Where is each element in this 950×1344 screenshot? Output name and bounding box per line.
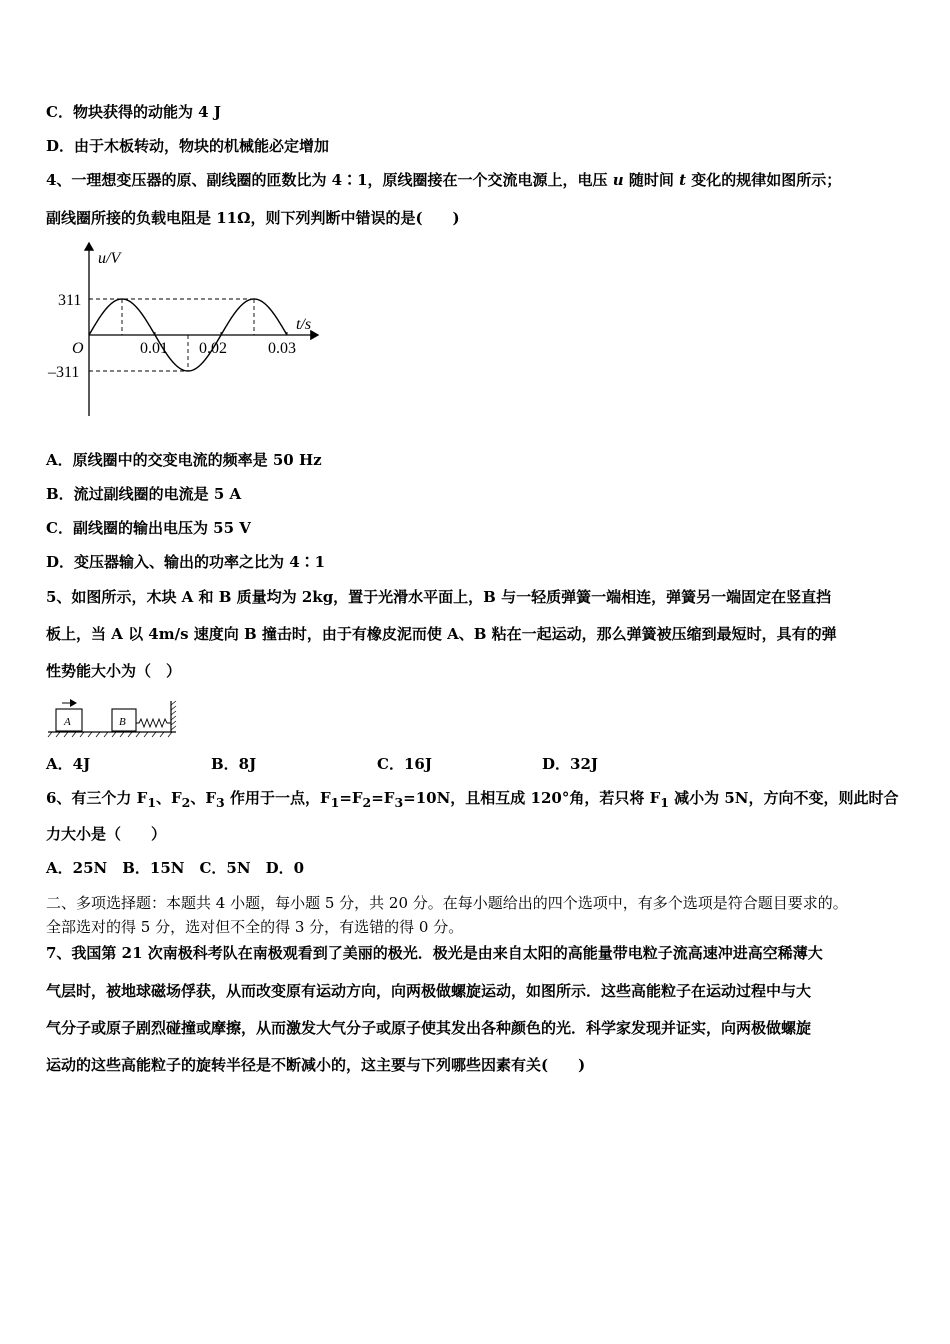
- y-neg-tick-label: –311: [48, 364, 80, 381]
- q5-option-b: B．8J: [211, 755, 257, 773]
- q5-option-d: D．32J: [542, 755, 598, 773]
- q7-stem-line2: 气层时，被地球磁场俘获，从而改变原有运动方向，向两极做螺旋运动，如图所示．这些高能粒子在运动过程中与大: [46, 982, 812, 1000]
- wall-hatching: [171, 701, 176, 730]
- q5-stem-line2: 板上，当 A 以 4m/s 速度向 B 撞击时，由于有橡皮泥而使 A、B 粘在一起运动，那么弹簧被压缩到最短时，具有的弹: [46, 625, 837, 643]
- q6-stem-line1: 6、有三个力 $F_1$、$F_2$、$F_3$ 作用于一点，$F_1=F_2=F_3=10N$，且相互成 120°角，若只将 $F_1$ 减小为 5N，方向不变，则此时合: [46, 789, 899, 810]
- floor-hatching: [48, 732, 172, 737]
- x-tick-label-3: 0.03: [268, 340, 296, 357]
- q5-stem-line1: 5、如图所示，木块 A 和 B 质量均为 2kg，置于光滑水平面上，B 与一轻质弹簧一端相连，弹簧另一端固定在竖直挡: [46, 588, 832, 606]
- y-pos-tick-label: 311: [58, 292, 82, 309]
- q3-option-d: D．由于木板转动，物块的机械能必定增加: [46, 137, 330, 155]
- q4-option-d: D．变压器输入、输出的功率之比为 4∶1: [46, 553, 326, 571]
- q5-option-c: C．16J: [377, 755, 432, 773]
- q4-stem-line1: 4、一理想变压器的原、副线圈的匝数比为 4∶1，原线圈接在一个交流电源上，电压 u 随时间 t 变化的规律如图所示；: [46, 171, 842, 189]
- q7-stem-line1: 7、我国第 21 次南极科考队在南极观看到了美丽的极光．极光是由来自太阳的高能量带电粒子流高速冲进高空稀薄大: [46, 944, 823, 962]
- q5-stem-line3: 性势能大小为（ ）: [46, 662, 182, 680]
- q5-option-a: A．4J: [46, 755, 91, 773]
- spring: [136, 719, 171, 727]
- section2-heading-line1: 二、多项选择题：本题共 4 小题，每小题 5 分，共 20 分。在每小题给出的四个选项中，有多个选项是符合题目要求的。: [46, 894, 848, 912]
- x-tick-label-1: 0.01: [140, 340, 168, 357]
- y-axis-label: u/V: [98, 250, 121, 267]
- section2-heading-line2: 全部选对的得 5 分，选对但不全的得 3 分，有选错的得 0 分。: [46, 918, 464, 936]
- q3-option-c: C．物块获得的动能为 4 J: [46, 103, 221, 121]
- q7-stem-line3: 气分子或原子剧烈碰撞或摩擦，从而激发大气分子或原子使其发出各种颜色的光．科学家发现并证实，向两极做螺旋: [46, 1019, 812, 1037]
- block-b-label: B: [119, 716, 126, 728]
- voltage-time-graph: [46, 238, 336, 418]
- block-spring-figure: [46, 697, 181, 739]
- q4-option-b: B．流过副线圈的电流是 5 A: [46, 485, 242, 503]
- x-axis-label: t/s: [296, 316, 312, 333]
- q7-stem-line4: 运动的这些高能粒子的旋转半径是不断减小的，这主要与下列哪些因素有关( ): [46, 1056, 586, 1074]
- q4-stem-line2: 副线圈所接的负载电阻是 11Ω，则下列判断中错误的是( ): [46, 209, 460, 227]
- x-tick-label-2: 0.02: [199, 340, 227, 357]
- q6-options: A．25N B．15N C．5N D．0: [46, 859, 305, 877]
- q6-stem-line2: 力大小是（ ）: [46, 825, 167, 843]
- q4-option-a: A．原线圈中的交变电流的频率是 50 Hz: [46, 451, 322, 469]
- q4-option-c: C．副线圈的输出电压为 55 V: [46, 519, 251, 537]
- block-a-label: A: [64, 716, 71, 728]
- origin-label: O: [72, 340, 84, 357]
